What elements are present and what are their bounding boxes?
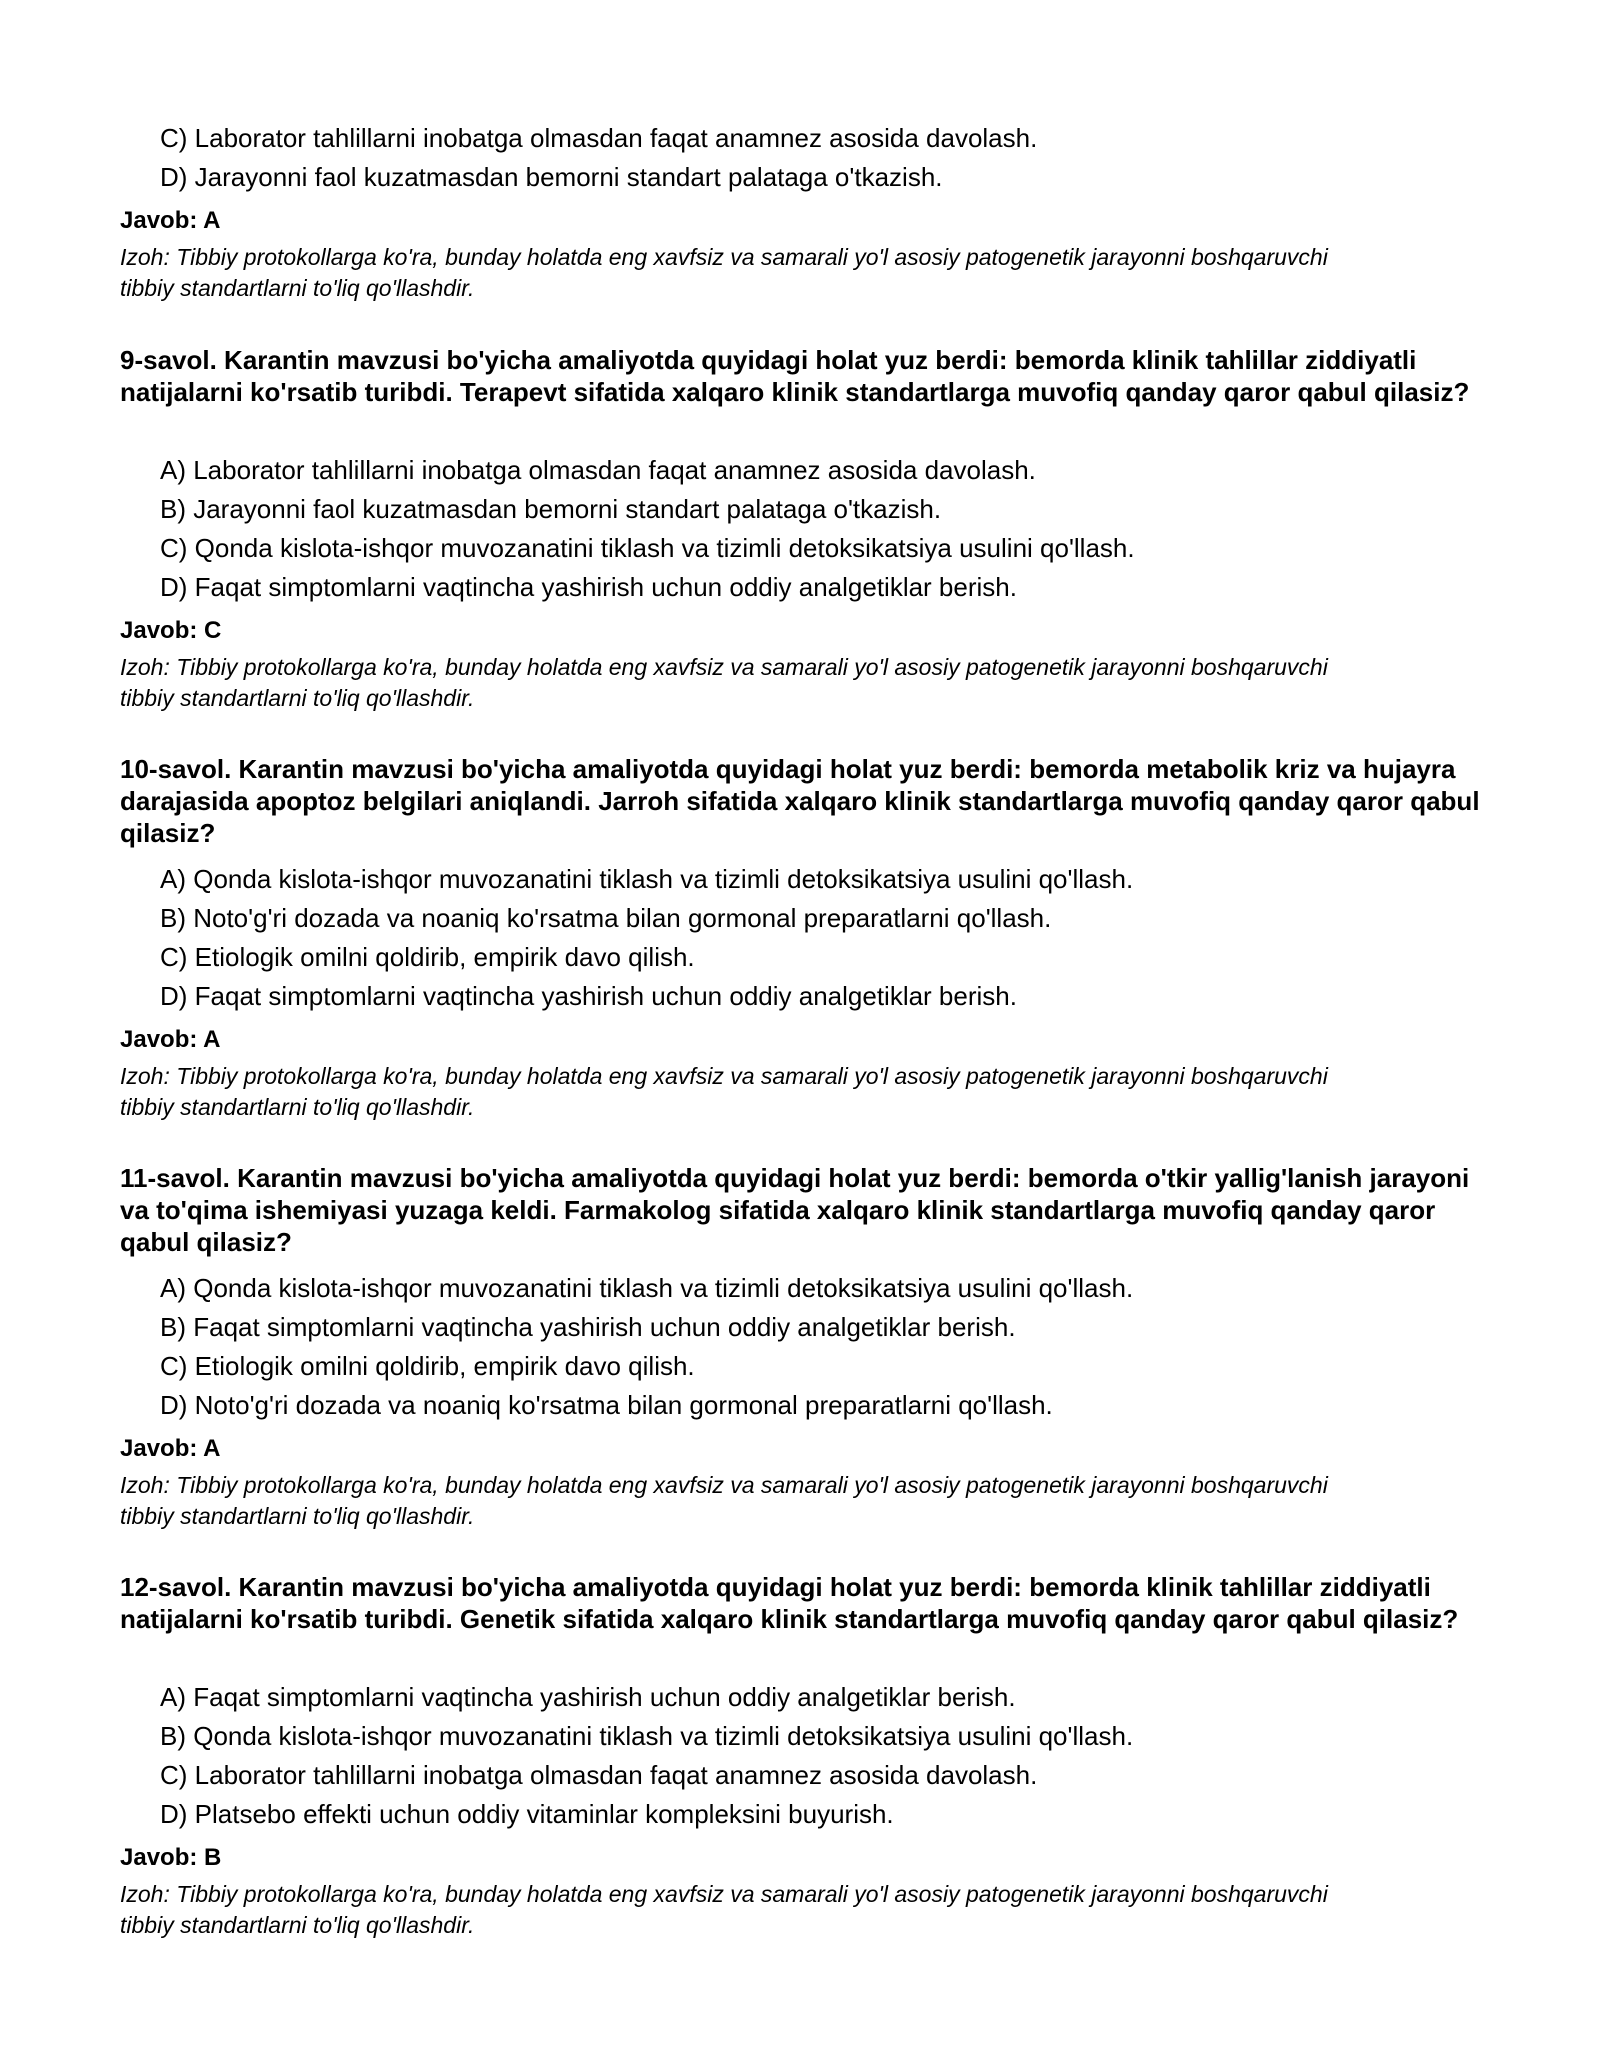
answer-option: A) Qonda kislota-ishqor muvozanatini tiklash va tizimli detoksikatsiya usulini qo'llash. — [160, 864, 1134, 894]
explanation-note: Izoh: Tibbiy protokollarga ko'ra, bunday holatda eng xavfsiz va samarali yo'l asosiy patogenetik jarayonni boshqaruvchi tibbiy standartlarni to'liq qo'llashdir. — [120, 244, 1328, 301]
answer-option: C) Etiologik omilni qoldirib, empirik davo qilish. — [160, 942, 695, 972]
question-text: 10-savol. Karantin mavzusi bo'yicha amaliyotda quyidagi holat yuz berdi: bemorda metabolik kriz va hujayra darajasida apoptoz belgilari aniqlandi. Jarroh sifatida xalqaro klinik standartlarga muvofiq qanday qaror qabul qilasiz? — [120, 754, 1480, 848]
answer-option: C) Etiologik omilni qoldirib, empirik davo qilish. — [160, 1351, 695, 1381]
answer-option: D) Platsebo effekti uchun oddiy vitaminlar kompleksini buyurish. — [160, 1799, 894, 1829]
explanation-note: Izoh: Tibbiy protokollarga ko'ra, bunday holatda eng xavfsiz va samarali yo'l asosiy patogenetik jarayonni boshqaruvchi tibbiy standartlarni to'liq qo'llashdir. — [120, 1881, 1328, 1938]
answer-option: C) Laborator tahlillarni inobatga olmasdan faqat anamnez asosida davolash. — [160, 1760, 1038, 1790]
answer-option: A) Laborator tahlillarni inobatga olmasdan faqat anamnez asosida davolash. — [160, 455, 1036, 485]
answer-option: D) Faqat simptomlarni vaqtincha yashirish uchun oddiy analgetiklar berish. — [160, 572, 1017, 602]
correct-answer: Javob: A — [120, 1026, 221, 1053]
answer-option: A) Faqat simptomlarni vaqtincha yashirish uchun oddiy analgetiklar berish. — [160, 1682, 1016, 1712]
explanation-note: Izoh: Tibbiy protokollarga ko'ra, bunday holatda eng xavfsiz va samarali yo'l asosiy patogenetik jarayonni boshqaruvchi tibbiy standartlarni to'liq qo'llashdir. — [120, 654, 1328, 711]
answer-option: B) Faqat simptomlarni vaqtincha yashirish uchun oddiy analgetiklar berish. — [160, 1312, 1016, 1342]
question-text: 11-savol. Karantin mavzusi bo'yicha amaliyotda quyidagi holat yuz berdi: bemorda o'tkir yallig'lanish jarayoni va to'qima ishemiyasi yuzaga keldi. Farmakolog sifatida xalqaro klinik standartlarga muvofiq qanday qaror qabul qilasiz? — [120, 1163, 1470, 1257]
answer-option: C) Laborator tahlillarni inobatga olmasdan faqat anamnez asosida davolash. — [160, 123, 1038, 153]
answer-option: D) Noto'g'ri dozada va noaniq ko'rsatma bilan gormonal preparatlarni qo'llash. — [160, 1390, 1053, 1420]
answer-option: C) Qonda kislota-ishqor muvozanatini tiklash va tizimli detoksikatsiya usulini qo'llash. — [160, 533, 1135, 563]
explanation-note: Izoh: Tibbiy protokollarga ko'ra, bunday holatda eng xavfsiz va samarali yo'l asosiy patogenetik jarayonni boshqaruvchi tibbiy standartlarni to'liq qo'llashdir. — [120, 1063, 1328, 1120]
question-text: 12-savol. Karantin mavzusi bo'yicha amaliyotda quyidagi holat yuz berdi: bemorda klinik tahlillar ziddiyatli natijalarni ko'rsatib turibdi. Genetik sifatida xalqaro klinik standartlarga muvofiq qanday qaror qabul qilasiz? — [120, 1572, 1459, 1634]
answer-option: B) Jarayonni faol kuzatmasdan bemorni standart palataga o'tkazish. — [160, 494, 942, 524]
answer-option: B) Qonda kislota-ishqor muvozanatini tiklash va tizimli detoksikatsiya usulini qo'llash. — [160, 1721, 1134, 1751]
explanation-note: Izoh: Tibbiy protokollarga ko'ra, bunday holatda eng xavfsiz va samarali yo'l asosiy patogenetik jarayonni boshqaruvchi tibbiy standartlarni to'liq qo'llashdir. — [120, 1472, 1328, 1529]
answer-option: A) Qonda kislota-ishqor muvozanatini tiklash va tizimli detoksikatsiya usulini qo'llash. — [160, 1273, 1134, 1303]
correct-answer: Javob: C — [120, 617, 222, 644]
correct-answer: Javob: A — [120, 1435, 221, 1462]
correct-answer: Javob: B — [120, 1844, 222, 1871]
answer-option: D) Faqat simptomlarni vaqtincha yashirish uchun oddiy analgetiklar berish. — [160, 981, 1017, 1011]
correct-answer: Javob: A — [120, 207, 221, 234]
question-text: 9-savol. Karantin mavzusi bo'yicha amaliyotda quyidagi holat yuz berdi: bemorda klinik tahlillar ziddiyatli natijalarni ko'rsatib turibdi. Terapevt sifatida xalqaro klinik standartlarga muvofiq qanday qaror qabul qilasiz? — [120, 345, 1470, 407]
answer-option: D) Jarayonni faol kuzatmasdan bemorni standart palataga o'tkazish. — [160, 162, 943, 192]
answer-option: B) Noto'g'ri dozada va noaniq ko'rsatma bilan gormonal preparatlarni qo'llash. — [160, 903, 1052, 933]
